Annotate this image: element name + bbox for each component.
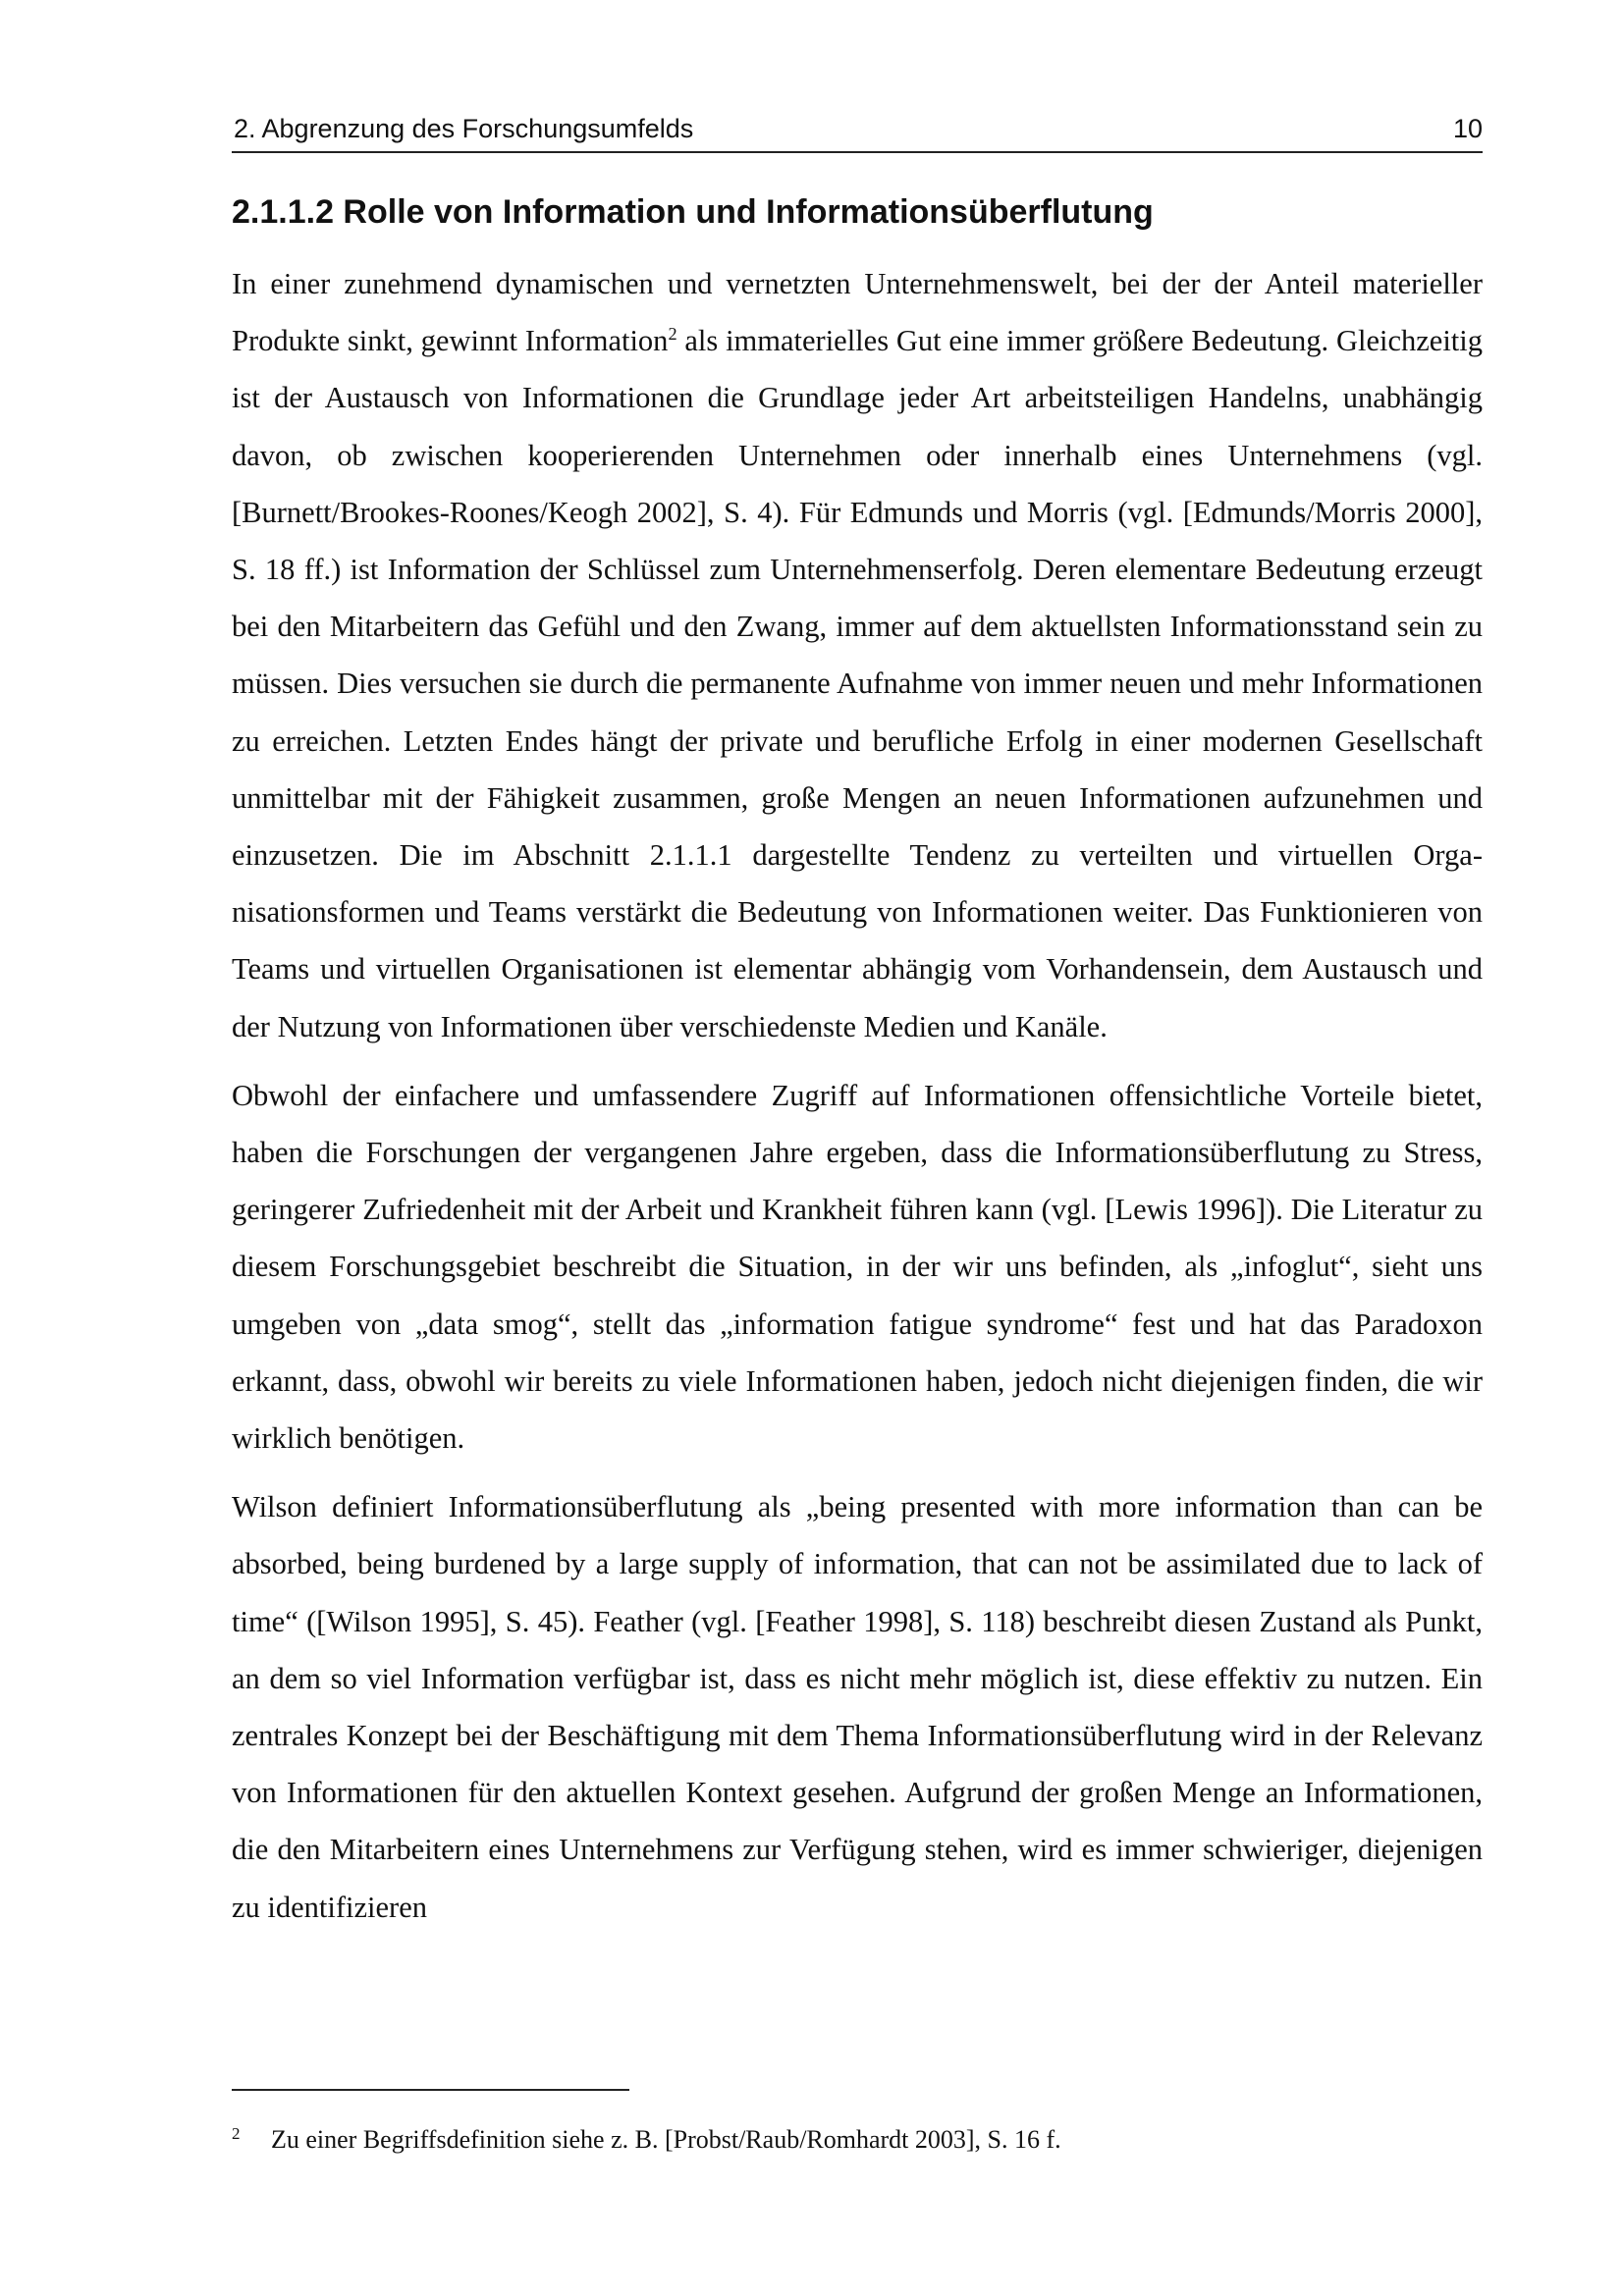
footnote-reference[interactable]: 2 [668, 324, 677, 345]
paragraph-1-text-b: als immaterielles Gut eine immer größere Bedeutung. Gleichzeitig ist der Austausch von Informationen die Grundlage jeder Art arbeitsteiligen Handelns, unabhängig davon, ob zwischen kooperierenden Unternehmen oder innerhalb eines Unternehmens (vgl. [Burnett/Brookes-Roones/Keogh 2002], S. 4). Für Edmunds und Morris (vgl. [Edmunds/Morris 2000], S. 18 ff.) ist Information der Schlüssel zum Unternehmenserfolg. Deren elementare Bedeutung erzeugt bei den Mitarbeitern das Gefühl und den Zwang, immer auf dem aktuellsten Informationsstand sein zu müssen. Dies versuchen sie durch die permanente Aufnahme von immer neuen und mehr Informationen zu erreichen. Letzten Endes hängt der private und berufliche Erfolg in einer modernen Gesellschaft unmittelbar mit der Fähigkeit zusammen, große Mengen an neuen Informationen aufzunehmen und einzusetzen. Die im Abschnitt 2.1.1.1 dargestellte Tendenz zu verteilten und virtuellen Organisationsformen und Teams verstärkt die Bedeutung von Informationen weiter. Das Funktionieren von Teams und virtuellen Organisationen ist elementar abhängig vom Vorhandensein, dem Austausch und der Nutzung von Informationen über verschiedenste Medien und Kanäle. [232, 324, 1483, 1043]
footnote-divider [232, 2089, 629, 2091]
body-text [232, 255, 1483, 1948]
paragraph-2: Obwohl der einfachere und umfassendere Zugriff auf Informationen offensichtliche Vorteile bietet, haben die Forschungen der vergangenen Jahre ergeben, dass die Informationsüberflutung zu Stress, geringerer Zufriedenheit mit der Arbeit und Krankheit führen kann (vgl. [Lewis 1996]). Die Literatur zu diesem Forschungsgebiet beschreibt die Situation, in der wir uns befinden, als „infoglut“, sieht uns umgeben von „data smog“, stellt das „information fatigue syndrome“ fest und hat das Paradoxon erkannt, dass, obwohl wir bereits zu viele Informationen haben, jedoch nicht diejenigen finden, die wir wirklich benötigen. [232, 1078, 1483, 1456]
page-number: 10 [1452, 114, 1483, 143]
running-header [232, 112, 1483, 153]
footnote-text: Zu einer Begriffsdefinition siehe z. B. [Probst/Raub/Romhardt 2003], S. 16 f. [271, 2125, 1061, 2154]
section-heading: 2.1.1.2 Rolle von Information und Informationsüberflutung [232, 193, 1154, 231]
chapter-title: 2. Abgrenzung des Forschungsumfelds [234, 114, 694, 143]
paragraph-1-text-a: In einer zunehmend dynamischen und vernetzten Unternehmenswelt, bei der der Anteil materieller Produkte sinkt, gewinnt Information [232, 267, 1483, 358]
paragraph-1 [232, 255, 1483, 1055]
paragraph-3: Wilson definiert Informationsüberflutung als „being presented with more information than can be absorbed, being burdened by a large supply of information, that can not be assimilated due to lack of time“ ([Wilson 1995], S. 45). Feather (vgl. [Feather 1998], S. 118) beschreibt diesen Zustand als Punkt, an dem so viel Information verfügbar ist, dass es nicht mehr möglich ist, diese effektiv zu nutzen. Ein zentrales Konzept bei der Beschäftigung mit dem Thema Informationsüberflutung wird in der Relevanz von Informationen für den aktuellen Kontext gesehen. Aufgrund der großen Menge an Informationen, die den Mitarbeitern eines Unternehmens zur Verfügung stehen, wird es immer schwieriger, diejenigen zu identifizieren [232, 1490, 1483, 1924]
footnote-mark: 2 [232, 2124, 241, 2143]
